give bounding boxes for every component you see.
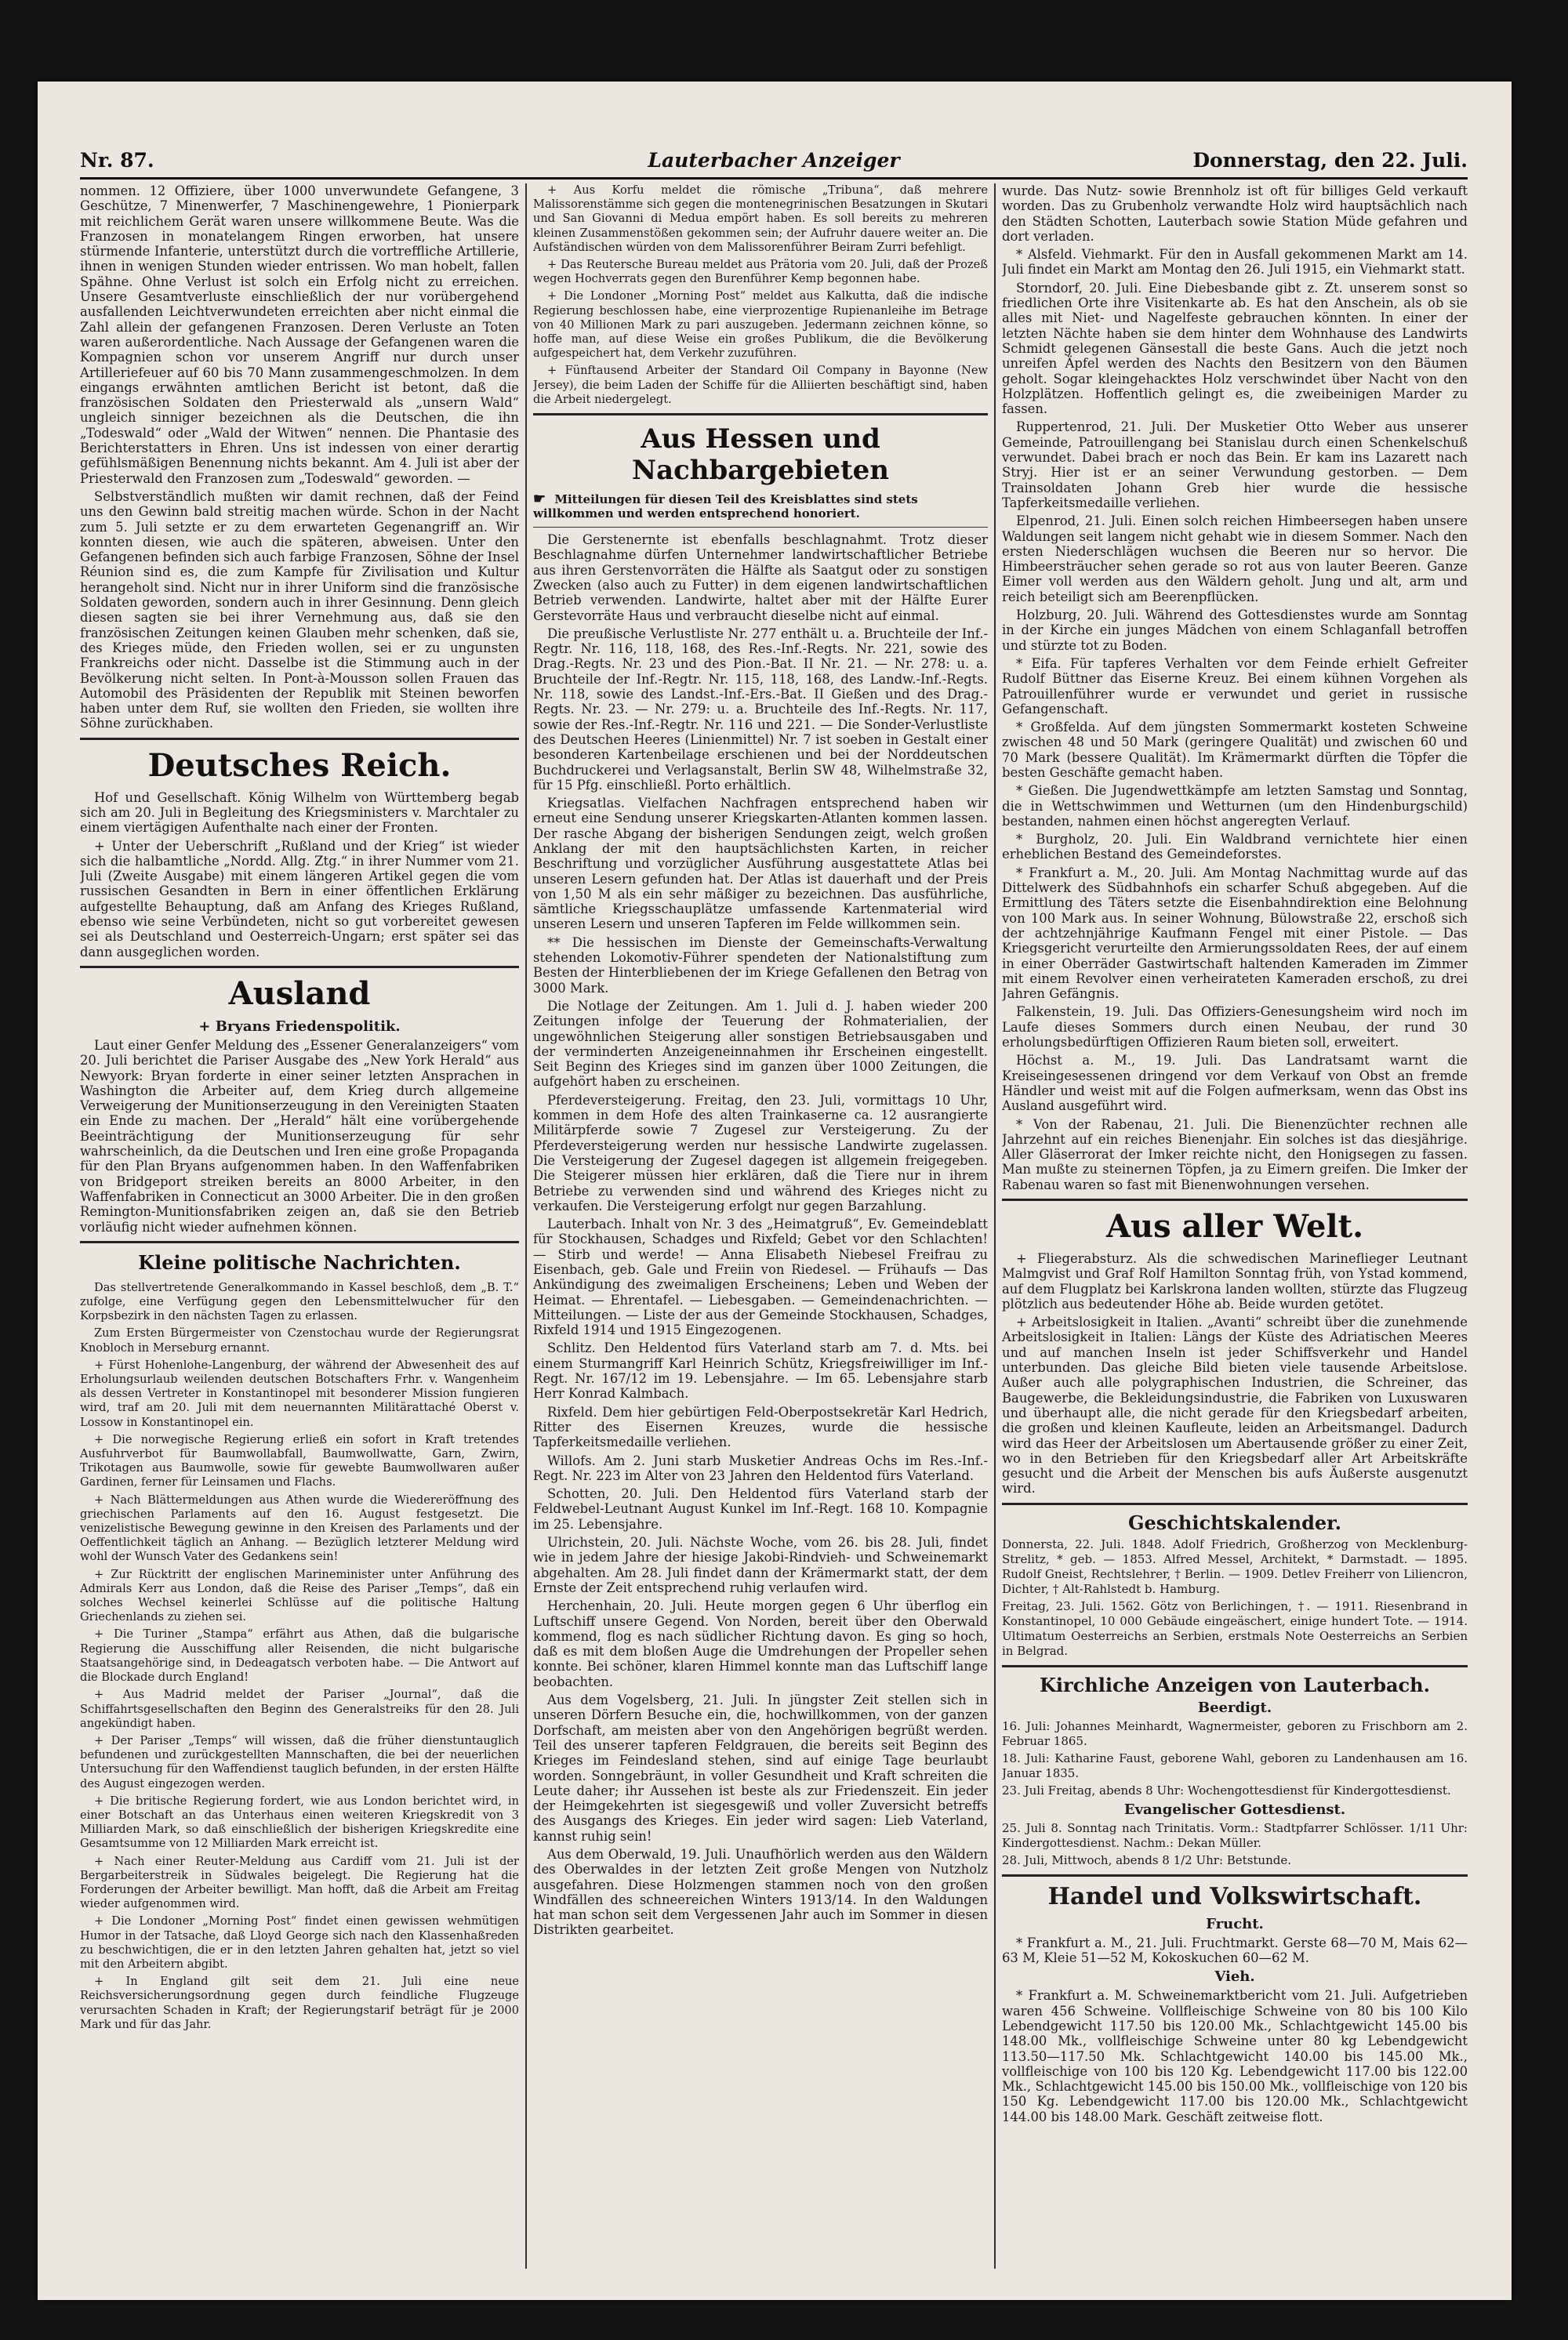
section-divider: [80, 966, 519, 968]
section-divider: [1002, 1665, 1468, 1667]
local-news-item: * Eifa. Für tapferes Verhalten vor dem Feinde erhielt Gefreiter Rudolf Büttner das Eiserne Kreuz. Bei einem kühnen Vorgehen als Patrouillenführer wurde er verwundet und geriet in russische Gefangenschaft.: [1002, 655, 1468, 717]
section-divider: [1002, 1199, 1468, 1201]
local-news-item: Schlitz. Den Heldentod fürs Vaterland starb am 7. d. Mts. bei einem Sturmangriff Karl Heinrich Schütz, Kriegsfreiwilliger im Inf.-Regt. Nr. 167/12 im 19. Lebensjahre. — Im 65. Lebensjahre starb Herr Konrad Kalmbach.: [533, 1341, 988, 1402]
issue-number: Nr. 87.: [80, 149, 154, 172]
section-title-aus-aller-welt: Aus aller Welt.: [1105, 1208, 1364, 1245]
news-item: + Aus Madrid meldet der Pariser „Journal“, daß die Schiffahrtsgesellschaften den Beginn des Generalstreiks für den 28. Juli angekündigt haben.: [80, 1688, 519, 1730]
section-title-geschichtskalender: Geschichtskalender.: [1128, 1511, 1341, 1534]
section-divider: [1002, 1874, 1468, 1877]
section-title-hessen: Aus Hessen und Nachbargebieten: [631, 423, 890, 487]
subheading: Beerdigt.: [1197, 1699, 1272, 1716]
section-title-kleine-nachrichten: Kleine politische Nachrichten.: [138, 1250, 461, 1274]
local-news-item: Falkenstein, 19. Juli. Das Offiziers-Genesungsheim wird noch im Laufe dieses Sommers durch einen Neubau, der rund 30 erholungsbedürftigen Offizieren Raum bieten soll, erweitert.: [1002, 1004, 1468, 1050]
local-news-item: * Von der Rabenau, 21. Juli. Die Bienenzüchter rechnen alle Jahrzehnt auf ein reiches Bienenjahr. Ein solches ist das diesjährige. Aller Gläserrorat der Imker reichte nicht, den Honigsegen zu fassen. Man mußte zu steinernen Töpfen, ja zu Eimern greifen. Die Imker der Rabenau waren so fast mit Bienenwohnungen versehen.: [1002, 1116, 1468, 1192]
local-news-item: Die Gerstenernte ist ebenfalls beschlagnahmt. Trotz dieser Beschlagnahme dürfen Unternehmer landwirtschaftlicher Betriebe aus ihren Gerstenvorräten die Hälfte als Saatgut oder zu sonstigen Zwecken (also auch zu Futter) in dem eigenen landwirtschaftlichen Betrieb verwenden. Landwirte, haltet aber mit der Hälfte Eurer Gerstevorräte Haus und verbraucht dieselbe nicht auf einmal.: [533, 532, 988, 623]
local-news-item: Höchst a. M., 19. Juli. Das Landratsamt warnt die Kreiseingesessenen dringend vor dem Verkauf von Obst an fremde Händler und weist mit auf die Folgen aufmerksam, wenn das Obst ins Ausland ausgeführt wird.: [1002, 1053, 1468, 1114]
news-item: + Fünftausend Arbeiter der Standard Oil Company in Bayonne (New Jersey), die beim Laden der Schiffe für die Alliierten beschäftigt sind, haben die Arbeit niedergelegt.: [533, 364, 988, 406]
column-2: [533, 183, 988, 2269]
news-item: + Die norwegische Regierung erließ ein sofort in Kraft tretendes Ausfuhrverbot für Baumwollabfall, Baumwollwatte, Garn, Zwirn, Trikotagen aus Baumwolle, sowie für gewebte Baumwollwaren außer Gardinen, ferner für Leinsamen und Flachs.: [80, 1432, 519, 1489]
local-news-item: * Großfelda. Auf dem jüngsten Sommermarkt kosteten Schweine zwischen 48 und 50 Mark (geringere Qualität) und zwischen 60 und 70 Mark (bessere Qualität). Im Krämermarkt dürften die Töpfer die besten Geschäfte gemacht haben.: [1002, 720, 1468, 780]
news-item: + Nach einer Reuter-Meldung aus Cardiff vom 21. Juli ist der Bergarbeiterstreik in Südwales beigelegt. Die Regierung hat die Forderungen der Arbeiter bewilligt. Man hofft, daß die Arbeit am Freitag wieder aufgenommen wird.: [80, 1854, 519, 1911]
news-item: + In England gilt seit dem 21. Juli eine neue Reichsversicherungsordnung gegen durch feindliche Flugzeuge verursachten Schaden in Kraft; der Regierungstarif beträgt für je 2000 Mark und für das Jahr.: [80, 1975, 519, 2031]
local-news-item: Lauterbach. Inhalt von Nr. 3 des „Heimatgruß“, Ev. Gemeindeblatt für Stockhausen, Schadges und Rixfeld; Gebet vor den Schlachten! — Stirb und werde! — Anna Elisabeth Niebesel Freifrau zu Eisenbach, geb. Gale und Freiin von Riedesel. — Frühaufs — Das Ankündigung des zweimaligen Erscheinens; Leben und Weben der Heimat. — Ehrentafel. — Liebesgaben. — Gemeindenachrichten. — Mitteilungen. — Liste der aus der Gemeinde Stockhausen, Schadges, Rixfeld 1914 und 1915 Eingezogenen.: [533, 1217, 988, 1338]
news-item: + Die Londoner „Morning Post“ findet einen gewissen wehmütigen Humor in der Tatsache, daß Lloyd George sich nach den Klassenhaßreden zu beschwichtigen, die er in den letzten Jahren gehalten hat, jetzt so viel mit den Arbeitern abgibt.: [80, 1914, 519, 1971]
column-3: [1002, 183, 1468, 2269]
news-item: + Der Pariser „Temps“ will wissen, daß die früher dienstuntauglich befundenen und zurückgestellten Mannschaften, die bei der neuerlichen Untersuchung für den Waffendienst tauglich befunden, in der ersten Hälfte des August eingezogen werden.: [80, 1733, 519, 1790]
local-news-item: Ulrichstein, 20. Juli. Nächste Woche, vom 26. bis 28. Juli, findet wie in jedem Jahre der hiesige Jakobi-Rindvieh- und Schweinemarkt abgehalten. Am 28. Juli findet dann der Krämermarkt statt, der dem Ernste der Zeit entsprechend ruhig verlaufen wird.: [533, 1535, 988, 1595]
news-item: + Zur Rücktritt der englischen Marineminister unter Anführung des Admirals Kerr aus London, daß die Reise des Pariser „Temps“, daß ein solches Wechsel keinerlei Schlüsse auf die politische Haltung Griechenlands zu ziehen sei.: [80, 1567, 519, 1624]
article-paragraph: nommen. 12 Offiziere, über 1000 unverwundete Gefangene, 3 Geschütze, 7 Minenwerfer, 7 Maschinengewehre, 1 Pionierpark mit reichlichem Gerät waren unsere willkommene Beute. Was die Franzosen in monatelangem Ringen erworben, hat unsere stürmende Infanterie, unterstützt durch die vortreffliche Artillerie, ihnen in wenigen Stunden wieder entrissen. Wo man hobelt, fallen Spähne. Ohne Verlust ist solch ein Erfolg nicht zu erreichen. Unsere Gesamtverluste einschließlich der nur vorübergehend ausfallenden Leichtverwundeten erreichten aber nicht einmal die Zahl allein der gefangenen Franzosen. Deren Verluste an Toten waren außerordentliche. Nach Aussage der Gefangenen waren die Kompagnien schon vor unserem Angriff nur durch unser Artilleriefeuer auf 60 bis 70 Mann zusammengeschmolzen. In dem eingangs erwähnten amtlichen Bericht ist betont, daß die französischen Soldaten den Priesterwald als „unsern Wald“ ungleich sinniger bezeichnen als die Deutschen, die ihn „Todeswald“ oder „Wald der Witwen“ nennen. Die Phantasie des Berichterstatters in Ehren. Uns ist indessen von einer derartig gefühlsmäßigen Benennung nichts bekannt. Am 4. Juli ist aber der Priesterwald den Franzosen zum „Todeswald“ geworden. —: [80, 183, 519, 486]
news-item: Zum Ersten Bürgermeister von Czenstochau wurde der Regierungsrat Knobloch in Merseburg ernannt.: [80, 1326, 519, 1355]
column-1: [80, 183, 519, 2269]
column-rule: [994, 183, 996, 2269]
local-news-item: Ruppertenrod, 21. Juli. Der Musketier Otto Weber aus unserer Gemeinde, Patrouillengang bei Stanislau durch einen Schenkelschuß verwundet. Dabei brach er noch das Bein. Er kam ins Lazarett nach Stryj. Hier ist er an seiner Verwundung gestorben. — Dem Trainsoldaten Johann Greb hier wurde die hessische Tapferkeitsmedaille verliehen.: [1002, 419, 1468, 510]
column-rule: [525, 183, 527, 2269]
section-divider: [80, 738, 519, 740]
news-item: + Nach Blättermeldungen aus Athen wurde die Wiedereröffnung des griechischen Parlaments auf den 16. August festgesetzt. Die venizelistische Bewegung gewinne in den Kreisen des Parlaments und der Oeffentlichkeit täglich an Anhang. — Bezüglich letzterer Meldung wird wohl der Wunsch Vater des Gedankens sein!: [80, 1493, 519, 1564]
local-news-item: Rixfeld. Dem hier gebürtigen Feld-Oberpostsekretär Karl Hedrich, Ritter des Eisernen Kreuzes, wurde die hessische Tapferkeitsmedaille verliehen.: [533, 1404, 988, 1450]
article-paragraph: + Unter der Ueberschrift „Rußland und der Krieg“ ist wieder sich die halbamtliche „Nordd. Allg. Ztg.“ in ihrer Nummer vom 21. Juli (Zweite Ausgabe) mit einem längeren Artikel gegen die vom russischen Gesandten in Bern in einer öffentlichen Erklärung aufgestellte Behauptung, daß am Anfang des Krieges Rußland, ebenso wie seine Verbündeten, nicht so gut vorbereitet gewesen sei als Deutschland und Oesterreich-Ungarn; erst später sei das dann ausgeglichen worden.: [80, 838, 519, 960]
local-news-item: Elpenrod, 21. Juli. Einen solch reichen Himbeersegen haben unsere Waldungen seit langem nicht gehabt wie in diesem Sommer. Nach den ersten Niederschlägen wuchsen die Beeren nur so hervor. Die Himbeersträucher sehen gerade so rot aus von lauter Beeren. Ganze Eimer voll werden aus den Wäldern geholt. Jung und alt, arm und reich beteiligt sich am Beerenpflücken.: [1002, 513, 1468, 604]
local-news-item: wurde. Das Nutz- sowie Brennholz ist oft für billiges Geld verkauft worden. Das zu Grubenholz verwandte Holz wird hauptsächlich nach den Städten Schotten, Lauterbach sowie Station Müde gefahren und dort verladen.: [1002, 183, 1468, 244]
section-title-deutsches-reich: Deutsches Reich.: [147, 746, 452, 784]
newspaper-page: [38, 82, 1512, 2300]
section-title-handel: Handel und Volkswirtschaft.: [1047, 1882, 1422, 1910]
section-divider: [80, 1241, 519, 1243]
section-divider: [533, 527, 988, 528]
church-entry: 18. Juli: Katharine Faust, geborene Wahl, geboren zu Landenhausen am 16. Januar 1835.: [1002, 1750, 1468, 1780]
local-news-item: Die Notlage der Zeitungen. Am 1. Juli d. J. haben wieder 200 Zeitungen infolge der Teuerung der Rohmaterialien, der ungewöhnlichen Steigerung aller sonstigen Betriebsausgaben und der verminderten Anzeigeneinnahmen ihr Erscheinen eingestellt. Seit Beginn des Krieges sind im ganzen über 1000 Zeitungen, die aufgehört haben zu erscheinen.: [533, 998, 988, 1090]
local-news-item: * Gießen. Die Jugendwettkämpfe am letzten Samstag und Sonntag, die in Wettschwimmen und Wetturnen (um den Hindenburgschild) bestanden, nahmen einen höchst angeregten Verlauf.: [1002, 783, 1468, 829]
church-entry: 16. Juli: Johannes Meinhardt, Wagnermeister, geboren zu Frischborn am 2. Februar 1865.: [1002, 1718, 1468, 1748]
section-note: [533, 492, 988, 521]
section-divider: [1002, 1503, 1468, 1505]
church-entry: 25. Juli 8. Sonntag nach Trinitatis. Vorm.: Stadtpfarrer Schlösser. 1/11 Uhr: Kindergottesdienst. Nachm.: Dekan Müller.: [1002, 1820, 1468, 1850]
local-news-item: ** Die hessischen im Dienste der Gemeinschafts-Verwaltung stehenden Lokomotiv-Führer spendeten der Nationalstiftung zum Besten der Hinterbliebenen der im Kriege Gefallenen den Betrag von 3000 Mark.: [533, 934, 988, 996]
section-divider: [533, 413, 988, 415]
world-news-item: + Arbeitslosigkeit in Italien. „Avanti“ schreibt über die zunehmende Arbeitslosigkeit in Italien: Längs der Küste des Adriatischen Meeres und auf manchen Inseln ist jeder Schiffsverkehr und Handel unterbunden. Das gleiche Bild bieten viele tausende Arbeitslose. Außer auch alle polygraphischen Industrien, die Schreiner, das Baugewerbe, die Bekleidungsindustrie, die Fabriken von Luxuswaren und überhaupt alle, die nicht gerade für den Kriegsbedarf arbeiten, die großen und kleinen Kaufleute, leiden an Arbeitsmangel. Dadurch wird das Heer der Arbeitslosen um Abertausende größer zu einer Zeit, wo in den Betrieben für den Kriegsbedarf aller Art Arbeitskräfte gesucht und die Arbeit der Menschen bis aufs Äußerste ausgenutzt wird.: [1002, 1315, 1468, 1497]
local-news-item: Holzburg, 20. Juli. Während des Gottesdienstes wurde am Sonntag in der Kirche ein junges Mädchen von einem Schlaganfall betroffen und stürzte tot zu Boden.: [1002, 608, 1468, 653]
local-news-item: * Alsfeld. Viehmarkt. Für den in Ausfall gekommenen Markt am 14. Juli findet ein Markt am Montag den 26. Juli 1915, ein Viehmarkt statt.: [1002, 247, 1468, 278]
local-news-item: Aus dem Oberwald, 19. Juli. Unaufhörlich werden aus den Wäldern des Oberwaldes in der letzten Zeit große Mengen von Nutzholz ausgefahren. Diese Holzmengen stammen noch von den großen Windfällen des schneereichen Winters 1913/14. In den Waldungen hat man schon seit dem Vergessenen Jahr auch im Sommer in diesen Distrikten gearbeitet.: [533, 1846, 988, 1938]
news-item: + Das Reutersche Bureau meldet aus Prätoria vom 20. Juli, daß der Prozeß wegen Hochverrats gegen den Burenführer Kemp begonnen habe.: [533, 258, 988, 286]
news-item: + Die Londoner „Morning Post“ meldet aus Kalkutta, daß die indische Regierung beschlossen habe, eine vierprozentige Rupienanleihe im Betrage von 40 Millionen Mark zu pari auszugeben. Jedermann zeichnen könne, so hoffe man, auf diese Weise ein großes Publikum, die die Bevölkerung aufgespeichert hat, dem Verkehr zuzuführen.: [533, 289, 988, 361]
newspaper-title: Lauterbacher Anzeiger: [648, 149, 900, 172]
subheading: Evangelischer Gottesdienst.: [1123, 1801, 1346, 1818]
section-note-text: Mitteilungen für diesen Teil des Kreisblattes sind stets willkommen und werden entsprechend honoriert.: [533, 492, 918, 521]
issue-date: Donnerstag, den 22. Juli.: [1192, 149, 1468, 172]
local-news-item: Schotten, 20. Juli. Den Heldentod fürs Vaterland starb der Feldwebel-Leutnant August Kunkel im Inf.-Regt. 168 10. Kompagnie im 25. Lebensjahre.: [533, 1486, 988, 1532]
local-news-item: Aus dem Vogelsberg, 21. Juli. In jüngster Zeit stellen sich in unseren Dörfern Besuche ein, die, hochwillkommen, von der ganzen Dorfschaft, am meisten aber von den Angehörigen begrüßt werden. Teil des unserer tapferen Feldgrauen, die bereits seit Beginn des Krieges im Feindesland stehen, sind auf einige Tage beurlaubt worden. Sonngebräunt, in voller Gesundheit und Kraft schreiten die Leute daher; ihr Aussehen ist beste als zur Friedenszeit. Ein jeder der Heimgekehrten ist siegesgewiß und voller Zuversicht betreffs des Ausgangs des Krieges. Ein jeder wird sagen: Lieb Vaterland, kannst ruhig sein!: [533, 1692, 988, 1844]
local-news-item: Herchenhain, 20. Juli. Heute morgen gegen 6 Uhr überflog ein Luftschiff unsere Gegend. Von Norden, bereit über den Oberwald kommend, flog es nach südlicher Richtung davon. Es ging so hoch, daß es mit dem bloßen Auge die Umdrehungen der Propeller sehen konnte. Bei schöner, klaren Himmel konnte man das Luftschiff lange beobachten.: [533, 1598, 988, 1689]
local-news-item: Pferdeversteigerung. Freitag, den 23. Juli, vormittags 10 Uhr, kommen in dem Hofe des alten Trainkaserne ca. 12 ausrangierte Militärpferde sowie 7 Zugesel zur Versteigerung. Zu der Pferdeversteigerung werden nur hessische Landwirte zugelassen. Die Versteigerung der Zugesel dagegen ist allgemein freigegeben. Die Steigerer müssen hier erklären, daß die Tiere nur in ihrem Betriebe zu verwenden sind und während des Krieges nicht zu verkaufen. Die Versteigerung erfolgt nur gegen Barzahlung.: [533, 1092, 988, 1214]
news-item: + Die britische Regierung fordert, wie aus London berichtet wird, in einer Botschaft an das Unterhaus einen weiteren Kriegskredit von 3 Milliarden Mark, so daß einschließlich der bisherigen Kriegskredite eine Gesamtsumme von 12 Milliarden Mark erreicht ist.: [80, 1794, 519, 1851]
subheading: Frucht.: [1206, 1915, 1264, 1932]
local-news-item: Willofs. Am 2. Juni starb Musketier Andreas Ochs im Res.-Inf.-Regt. Nr. 223 im Alter von 23 Jahren den Heldentod fürs Vaterland.: [533, 1453, 988, 1483]
local-news-item: Kriegsatlas. Vielfachen Nachfragen entsprechend haben wir erneut eine Sendung unserer Kriegskarten-Atlanten kommen lassen. Der rasche Abgang der bisherigen Sendungen zeigt, welch großen Anklang der mit den hauptsächlichsten Karten, in reicher Beschriftung und vorzüglicher Ausführung ausgestattete Atlas bei unseren Lesern gefunden hat. Der Atlas ist dauerhaft und der Preis von 1,50 M als ein sehr mäßiger zu bezeichnen. Das ausführliche, sämtliche Kriegsschauplätze umfassende Kartenmaterial wird unseren Lesern und unseren Tapferen im Felde willkommen sein.: [533, 796, 988, 932]
calendar-entry: Donnersta, 22. Juli. 1848. Adolf Friedrich, Großherzog von Mecklenburg-Strelitz, * geb. — 1853. Alfred Messel, Architekt, * Darmstadt. — 1895. Rudolf Gneist, Rechtslehrer, † Berlin. — 1909. Detlev Freiherr von Liliencron, Dichter, † Alt-Rahlstedt b. Hamburg.: [1002, 1536, 1468, 1596]
local-news-item: * Burgholz, 20. Juli. Ein Waldbrand vernichtete hier einen erheblichen Bestand des Gemeindeforstes.: [1002, 832, 1468, 862]
church-entry: 28. Juli, Mittwoch, abends 8 1/2 Uhr: Betstunde.: [1002, 1852, 1291, 1867]
pointing-hand-icon: ☛: [533, 491, 546, 508]
article-paragraph: Hof und Gesellschaft. König Wilhelm von Württemberg begab sich am 20. Juli in Begleitung des Kriegsministers v. Marchtaler zu einem viertägigen Aufenthalte nach einer der Fronten.: [80, 789, 519, 836]
page-header: [80, 146, 1468, 180]
section-title-ausland: Ausland: [228, 974, 371, 1012]
world-news-item: + Fliegerabsturz. Als die schwedischen Marineflieger Leutnant Malmgvist und Graf Rolf Hamilton Sonntag früh, von Ystad kommend, auf dem Flugplatz bei Karlskrona landen wollten, stürzte das Flugzeug plötzlich aus bedeutender Höhe ab. Beide wurden getötet.: [1002, 1251, 1468, 1311]
news-item: + Aus Korfu meldet die römische „Tribuna“, daß mehrere Malissorenstämme sich gegen die montenegrinischen Besatzungen in Skutari und San Giovanni di Medua empört haben. Es soll bereits zu mehreren kleinen Zusammenstößen gekommen sein; der Aufruhr dauere weiter an. Die Aufständischen würden von dem Malissorenführer Beiram Zurri befehligt.: [533, 183, 988, 254]
market-report: * Frankfurt a. M., 21. Juli. Fruchtmarkt. Gerste 68—70 M, Mais 62—63 M, Kleie 51—52 M, Kokoskuchen 60—62 M.: [1002, 1935, 1468, 1966]
subheading: + Bryans Friedenspolitik.: [198, 1018, 401, 1035]
calendar-entry: Freitag, 23. Juli. 1562. Götz von Berlichingen, †. — 1911. Riesenbrand in Konstantinopel, 10 000 Gebäude eingeäschert, einige hundert Tote. — 1914. Ultimatum Oesterreichs an Serbien, erstmals Note Oesterreichs an Serbien in Belgrad.: [1002, 1598, 1468, 1658]
local-news-item: * Frankfurt a. M., 20. Juli. Am Montag Nachmittag wurde auf das Dittelwerk des Südbahnhofs ein scharfer Schuß abgegeben. Auf die Ermittlung des Täters setzte die Eisenbahndirektion eine Belohnung von 100 Mark aus. In seiner Wohnung, Bülowstraße 22, erschoß sich der achtzehnjährige Kaufmann Fengel mit einer Pistole. — Das Kriegsgericht verurteilte den Armierungssoldaten Rees, der auf einem in einer Oberräder Gastwirtschaft haltenden Kameraden im Zimmer mit einem Revolver einen verheirateten Kameraden erschoß, zu drei Jahren Gefängnis.: [1002, 865, 1468, 1002]
news-item: + Fürst Hohenlohe-Langenburg, der während der Abwesenheit des auf Erholungsurlaub weilenden deutschen Botschafters Frhr. v. Wangenheim als dessen Vertreter in Konstantinopel mit besonderer Mission fungieren wird, traf am 20. Juli mit dem neuernannten Militärattaché Oberst v. Lossow in Konstantinopel ein.: [80, 1358, 519, 1429]
subheading: Vieh.: [1214, 1968, 1255, 1986]
article-paragraph: Laut einer Genfer Meldung des „Essener Generalanzeigers“ vom 20. Juli berichtet die Pariser Ausgabe des „New York Herald“ aus Newyork: Bryan forderte in einer seiner letzten Ansprachen in Washington die Arbeiter auf, dem Krieg durch allgemeine Verweigerung der Munitionserzeugung in den Vereinigten Staaten ein Ende zu machen. Der „Herald“ hält eine vorübergehende Beeinträchtigung der Munitionserzeugung für sehr wahrscheinlich, da die Deutschen und Iren eine große Propaganda für den Plan Bryans aufgenommen haben. In den Waffenfabriken von Bridgeport streiken bereits an 8000 Arbeiter, in den Waffenfabriken in Connecticut an 3000 Arbeiter. Die in den großen Remington-Munitionsfabriken zeigen an, daß sie den Betrieb vorläufig nicht wieder aufnehmen können.: [80, 1037, 519, 1235]
news-item: + Die Turiner „Stampa“ erfährt aus Athen, daß die bulgarische Regierung die Ausschiffung aller Reisenden, die nicht bulgarische Staatsangehörige sind, in Dedeagatsch verboten habe. — Die Antwort auf die Blockade durch England!: [80, 1627, 519, 1685]
local-news-item: Storndorf, 20. Juli. Eine Diebesbande gibt z. Zt. unserem sonst so friedlichen Orte ihre Visitenkarte ab. Es hat den Anschein, als ob sie alles mit Niet- und Nagelfeste gebrauchen könnten. In einer der letzten Nächte haben sie dem hinter dem Wohnhause des Landwirts Schmidt gelegenen Gänsestall die beste Gans. Auch die jetzt noch unreifen Äpfel werden des Nachts den Besitzern von den Bäumen geholt. Sogar kleingehacktes Holz verschwindet über Nacht von den Holzplätzen. Hoffentlich gelingt es, die zweibeinigen Marder zu fassen.: [1002, 280, 1468, 417]
market-report: * Frankfurt a. M. Schweinemarktbericht vom 21. Juli. Aufgetrieben waren 456 Schweine. Vollfleischige Schweine von 80 bis 100 Kilo Lebendgewicht 117.50 bis 120.00 Mk., Schlachtgewicht 145.00 bis 148.00 Mk., vollfleischige Schweine unter 80 kg Lebendgewicht 113.50—117.50 Mk. Schlachtgewicht 140.00 bis 145.00 Mk., vollfleischige von 100 bis 120 Kg. Lebendgewicht 117.00 bis 122.00 Mk., Schlachtgewicht 145.00 bis 150.00 Mk., vollfleischige von 120 bis 150 Kg. Lebendgewicht 117.00 bis 120.00 Mk., Schlachtgewicht 144.00 bis 148.00 Mark. Geschäft zeitweise flott.: [1002, 1988, 1468, 2124]
local-news-item: Die preußische Verlustliste Nr. 277 enthält u. a. Bruchteile der Inf.-Regtr. Nr. 116, 118, 168, des Res.-Inf.-Regts. Nr. 221, sowie des Drag.-Regts. Nr. 23 und des Pion.-Bat. II Nr. 21. — Nr. 278: u. a. Bruchteile der Inf.-Regtr. Nr. 115, 118, 168, des Landw.-Inf.-Regts. Nr. 118, sowie des Landst.-Inf.-Ers.-Bat. II Gießen und des Drag.-Regts. Nr. 23. — Nr. 279: u. a. Bruchteile des Inf.-Regts. Nr. 117, sowie der Res.-Inf.-Regtr. Nr. 116 und 221. — Die Sonder-Verlustliste des Deutschen Heeres (Linienmittel) Nr. 7 ist soeben in Gestalt einer besonderen Kartenbeilage erschienen und bei der Norddeutschen Buchdruckerei und Verlagsanstalt, Berlin SW 48, Wilhelmstraße 32, für 15 Pfg. einschließl. Porto erhältlich.: [533, 626, 988, 793]
church-entry: 23. Juli Freitag, abends 8 Uhr: Wochengottesdienst für Kindergottesdienst.: [1002, 1783, 1451, 1798]
news-item: Das stellvertretende Generalkommando in Kassel beschloß, dem „B. T.“ zufolge, eine Verfügung gegen den Lebensmittelwucher für den Korpsbezirk in den nächsten Tagen zu erlassen.: [80, 1280, 519, 1323]
section-title-kirchliche-anzeigen: Kirchliche Anzeigen von Lauterbach.: [1040, 1673, 1430, 1696]
article-paragraph: Selbstverständlich mußten wir damit rechnen, daß der Feind uns den Gewinn bald streitig machen würde. Schon in der Nacht zum 5. Juli setzte er zu dem erwarteten Gegenangriff an. Wir konnten diesen, wie auch die späteren, abweisen. Unter den Gefangenen befinden sich auch farbige Franzosen, Söhne der Insel Réunion sind es, die zum Kampfe für Zivilisation und Kultur herangeholt sind. Nicht nur in ihrer Uniform sind die französische Soldaten geworden, sondern auch in ihrer Gesinnung. Denn gleich diesen sagten sie bei ihrer Vernehmung aus, daß sie den französischen Zeitungen keinen Glauben mehr schenken, daß sie, des Krieges müde, den Frieden wollen, sei er zu ungunsten Frankreichs oder nicht. Dasselbe ist die Stimmung auch in der Bevölkerung nicht selten. In Pont-à-Mousson sollen Frauen das Automobil des Präsidenten der Republik mit Steinen beworfen haben unter dem Ruf, sie wollten den Frieden, sie wollten ihre Söhne zurückhaben.: [80, 488, 519, 731]
